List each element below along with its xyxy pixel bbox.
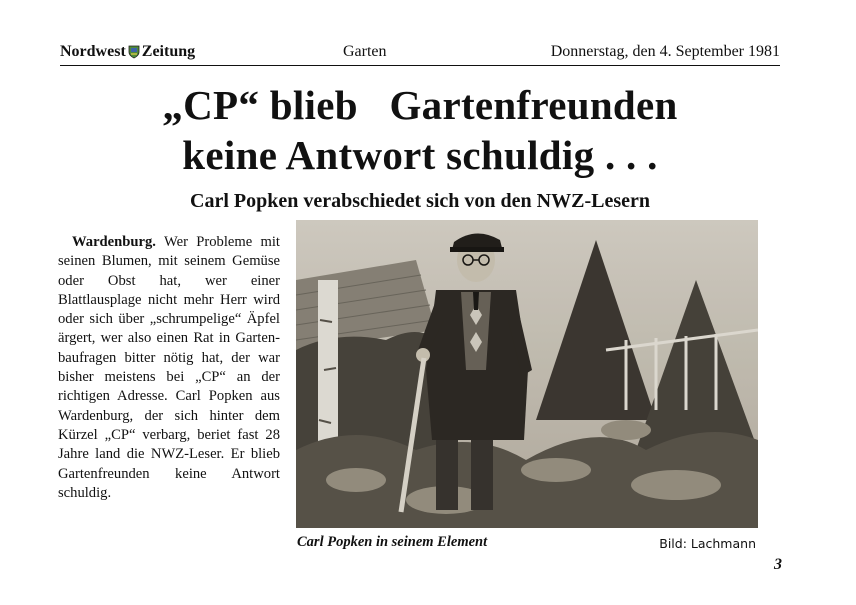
crest-icon	[128, 45, 140, 59]
photo-credit: Bild: Lachmann	[659, 536, 756, 551]
paper-name	[60, 43, 195, 61]
masthead	[60, 43, 780, 66]
gardener-photo-illustration	[296, 220, 758, 528]
section-label: Garten	[343, 43, 387, 60]
issue-date: Donnerstag, den 4. September 1981	[550, 43, 780, 60]
photo-caption: Carl Popken in seinem Element	[297, 534, 488, 550]
article-body	[58, 233, 280, 503]
headline-line-1: „CP“ blieb Gartenfreunden	[162, 82, 678, 128]
article-photo	[296, 220, 758, 528]
dateline: Wardenburg.	[72, 234, 156, 250]
paper-name-part2: Zeitung	[141, 43, 196, 60]
subheadline: Carl Popken verabschiedet sich von den NWZ-Lesern	[190, 190, 650, 212]
paper-name-part1: Nordwest	[60, 43, 126, 60]
page-number: 3	[774, 556, 782, 573]
article-text: Wer Probleme mit seinen Blumen, mit seinem Gemüse oder Obst hat, wer einer Blattlausplage nicht mehr Herr wird oder sich über „schrumpelige“ Äpfel ärgert, wer also einen Rat in Gartenbaufragen bitter nötig hat, der war bisher meistens bei „CP“ an der richtigen Adresse. Carl Popken aus Wardenburg, der sich hinter dem Kürzel „CP“ verbarg, beriet fast 28 Jahre land die NWZ-Leser. Er blieb Gartenfreunden keine Antwort schuldig.	[58, 234, 280, 501]
headline-line-2: keine Antwort schuldig . . .	[182, 132, 658, 178]
headline	[60, 80, 780, 180]
